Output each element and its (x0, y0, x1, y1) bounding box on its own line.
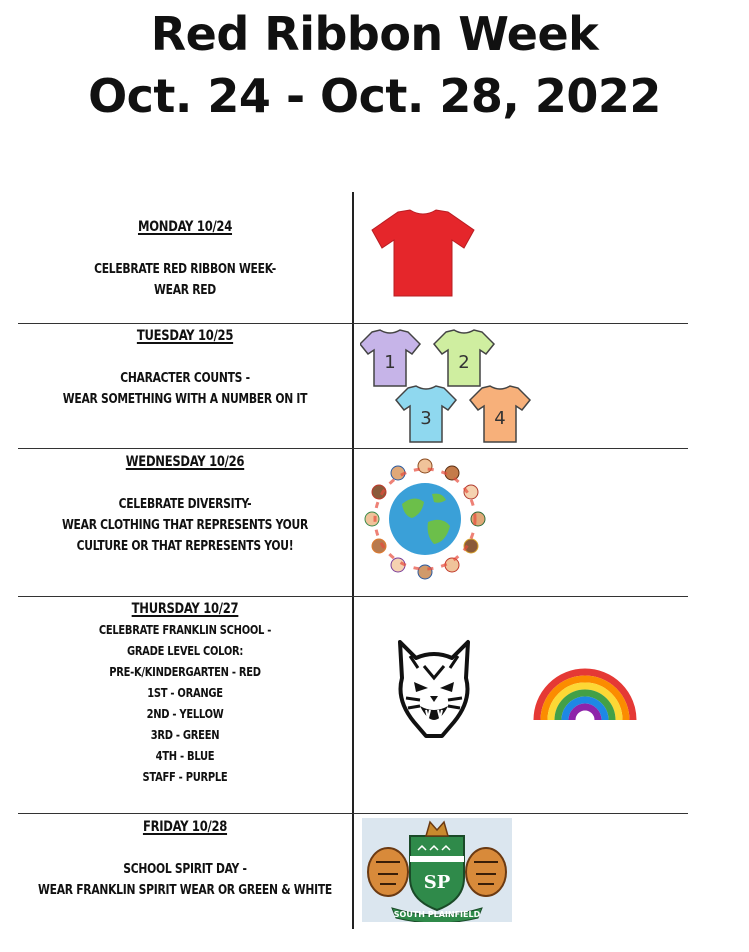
wednesday-theme: CELEBRATE DIVERSITY- (118, 497, 252, 512)
monday-theme: CELEBRATE RED RIBBON WEEK- (94, 262, 276, 277)
thursday-line-3: PRE-K/KINDERGARTEN - RED (109, 665, 261, 679)
numbered-tshirts-icon (360, 326, 540, 446)
wednesday-detail-line-2: CULTURE OR THAT REPRESENTS YOU! (76, 539, 294, 554)
tuesday-cell (31, 326, 338, 410)
monday-heading: MONDAY 10/24 (137, 219, 233, 235)
rainbow-icon (533, 644, 637, 724)
row-divider (18, 323, 688, 324)
monday-cell (31, 217, 338, 301)
svg-text:SOUTH PLAINFIELD: SOUTH PLAINFIELD (393, 910, 481, 919)
wednesday-detail-line-1: WEAR CLOTHING THAT REPRESENTS YOUR (61, 518, 309, 533)
svg-text:SP: SP (423, 872, 451, 893)
south-plainfield-crest-icon (362, 818, 512, 922)
red-tshirt-icon (368, 208, 478, 298)
row-divider (18, 596, 688, 597)
tiger-head-icon (394, 638, 474, 738)
monday-detail: WEAR RED (154, 283, 216, 298)
thursday-line-1: CELEBRATE FRANKLIN SCHOOL - (98, 623, 272, 637)
globe-with-children-icon (362, 456, 488, 582)
row-divider (18, 813, 688, 814)
thursday-line-8: STAFF - PURPLE (142, 770, 228, 784)
row-divider (18, 448, 688, 449)
page-dates: Oct. 24 - Oct. 28, 2022 (88, 69, 661, 123)
wednesday-heading: WEDNESDAY 10/26 (125, 454, 245, 470)
svg-text:4: 4 (494, 408, 506, 429)
tshirt-2-icon (434, 330, 494, 386)
thursday-line-2: GRADE LEVEL COLOR: (126, 644, 244, 658)
tuesday-detail: WEAR SOMETHING WITH A NUMBER ON IT (62, 392, 308, 407)
page-title: Red Ribbon Week (150, 7, 599, 61)
thursday-line-4: 1ST - ORANGE (147, 686, 223, 700)
wednesday-cell (31, 452, 338, 557)
tshirt-3-icon (396, 386, 456, 442)
svg-text:1: 1 (384, 352, 396, 373)
column-divider (352, 192, 354, 929)
tshirt-4-icon (470, 386, 530, 442)
svg-text:3: 3 (420, 408, 432, 429)
friday-heading: FRIDAY 10/28 (142, 819, 228, 835)
svg-text:2: 2 (458, 352, 470, 373)
thursday-heading: THURSDAY 10/27 (131, 601, 239, 617)
thursday-line-5: 2ND - YELLOW (146, 707, 224, 721)
friday-cell (31, 817, 338, 901)
friday-theme: SCHOOL SPIRIT DAY - (123, 862, 247, 877)
tuesday-theme: CHARACTER COUNTS - (120, 371, 250, 386)
thursday-line-6: 3RD - GREEN (150, 728, 220, 742)
friday-detail: WEAR FRANKLIN SPIRIT WEAR OR GREEN & WHITE (38, 883, 332, 898)
thursday-line-7: 4TH - BLUE (155, 749, 215, 763)
thursday-cell (31, 599, 338, 788)
tshirt-1-icon (360, 330, 420, 386)
tuesday-heading: TUESDAY 10/25 (136, 328, 234, 344)
